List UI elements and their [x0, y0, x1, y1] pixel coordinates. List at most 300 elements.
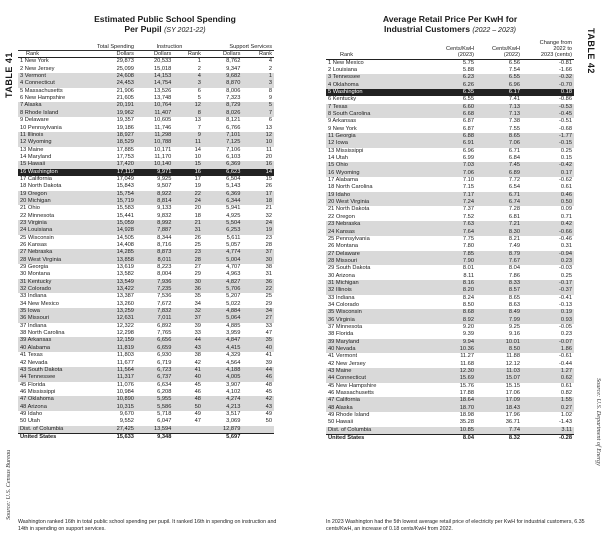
row-label-cell: 18 North Dakota — [20, 183, 62, 190]
table-row — [18, 125, 274, 132]
row-value-cell: 23 — [265, 234, 272, 241]
table-41-group-header-row — [18, 44, 274, 51]
table-42-title-line1: Average Retail Price Per KwH for — [382, 14, 518, 24]
row-value-cell: 6.23 — [424, 74, 476, 81]
instruction-header: Instruction — [136, 44, 203, 51]
row-value-cell: 8.16 — [424, 280, 476, 287]
row-value-cell: 13,422 — [95, 286, 136, 293]
row-value-cell: 15,719 — [95, 198, 136, 205]
table-row — [18, 330, 274, 337]
row-value-cell: 0.82 — [560, 390, 572, 397]
row-value-cell: 10 — [242, 139, 274, 146]
table-row — [18, 73, 274, 80]
row-value-cell: 6,253 — [203, 227, 242, 234]
row-value-cell: 14 — [242, 169, 274, 176]
row-label-cell: 29 South Dakota — [328, 265, 371, 272]
row-value-cell: 17.96 — [505, 412, 520, 419]
row-value-cell: 0.23 — [522, 258, 574, 265]
row-value-cell: 11,076 — [116, 381, 134, 388]
table-row — [18, 352, 274, 359]
row-label-cell: 15 Hawaii — [18, 161, 95, 168]
row-value-cell: 6.87 — [462, 118, 474, 125]
table-row — [18, 66, 274, 73]
row-value-cell: -0.45 — [522, 111, 574, 118]
row-value-cell: 11.03 — [476, 368, 522, 375]
row-value-cell: 7.24 — [424, 199, 476, 206]
row-value-cell: 7.86 — [508, 272, 520, 279]
row-value-cell: 9,925 — [157, 175, 172, 182]
row-value-cell: 20,191 — [95, 102, 136, 109]
table-row — [18, 396, 274, 403]
row-label-cell: 27 Delaware — [326, 251, 424, 258]
row-value-cell: 6.96 — [476, 82, 522, 89]
row-label-cell: 19 Oregon — [18, 191, 95, 198]
row-label-cell: 19 Idaho — [326, 192, 424, 199]
row-value-cell: 0.46 — [522, 192, 574, 199]
row-value-cell: 6,723 — [136, 367, 173, 374]
row-label-cell: 14 Maryland — [20, 153, 52, 160]
row-value-cell: 10,140 — [136, 161, 173, 168]
col-header-2023-line1: Cents/KwH — [446, 46, 474, 53]
table-row — [326, 375, 574, 382]
row-label-cell: 50 Hawaii — [328, 419, 353, 426]
table-row — [18, 411, 274, 418]
row-value-cell: 8.30 — [476, 229, 522, 236]
row-value-cell: 5 — [242, 102, 274, 109]
row-value-cell: 15,754 — [95, 191, 136, 198]
row-label-cell: 3 Tennessee — [326, 74, 424, 81]
table-row — [326, 287, 574, 294]
row-value-cell: 8,011 — [136, 257, 173, 264]
table-row — [326, 111, 574, 118]
row-label-cell: 8 South Carolina — [326, 111, 424, 118]
row-value-cell: 6,208 — [157, 388, 172, 395]
row-value-cell: 6,659 — [136, 345, 173, 352]
row-value-cell: 11.68 — [460, 360, 474, 367]
row-value-cell: 15,059 — [95, 220, 136, 227]
table-row — [18, 205, 274, 212]
row-value-cell: 4,707 — [226, 264, 241, 271]
row-value-cell: 9.20 — [462, 323, 474, 330]
row-label-cell: 44 Connecticut — [326, 375, 424, 382]
row-value-cell: 7.85 — [424, 251, 476, 258]
row-value-cell: 31 — [173, 227, 203, 234]
row-value-cell: 7,765 — [157, 330, 172, 337]
row-value-cell: 7.13 — [476, 111, 522, 118]
table-row — [18, 264, 274, 271]
row-label-cell: 34 New Mexico — [20, 300, 59, 307]
row-label-cell: 36 Virginia — [326, 317, 424, 324]
table-row — [326, 353, 574, 360]
row-value-cell: 7,106 — [226, 146, 241, 153]
row-value-cell: 11,564 — [95, 367, 136, 374]
col-header-support-rank: Rank — [242, 51, 274, 58]
row-value-cell: 6,369 — [203, 191, 242, 198]
table-row — [326, 221, 574, 228]
row-label-cell: 50 Utah — [20, 418, 40, 425]
row-value-cell: 30 — [173, 279, 203, 286]
row-value-cell: -0.46 — [559, 235, 572, 242]
row-label-cell: 46 Mississippi — [20, 388, 56, 395]
row-label-cell: 41 Vermont — [328, 353, 358, 360]
row-value-cell: 22 — [173, 191, 203, 198]
table-row — [326, 89, 574, 96]
row-value-cell: 15.76 — [459, 382, 474, 389]
table-row — [326, 133, 574, 140]
row-label-cell: 6 New Hampshire — [20, 95, 66, 102]
table-row — [18, 102, 274, 109]
row-label-cell: 37 Minnesota — [328, 323, 363, 330]
row-value-cell: 12,631 — [95, 315, 136, 322]
row-value-cell: 7.49 — [508, 243, 520, 250]
row-value-cell: 13,387 — [116, 293, 134, 300]
row-value-cell: 24,453 — [95, 80, 136, 87]
row-value-cell: 18.43 — [476, 405, 522, 412]
table-row — [326, 346, 574, 353]
row-value-cell: 7 — [242, 110, 274, 117]
row-value-cell: 7.99 — [476, 317, 522, 324]
row-label-cell: 7 Texas — [326, 104, 424, 111]
row-value-cell: 10.85 — [424, 427, 476, 435]
row-value-cell: 7,235 — [136, 286, 173, 293]
table-row — [18, 301, 274, 308]
row-value-cell: 7.03 — [424, 162, 476, 169]
row-value-cell: -0.68 — [559, 125, 572, 132]
row-value-cell: 5 — [197, 95, 201, 102]
row-value-cell: 7.38 — [508, 118, 520, 125]
row-value-cell: 5,004 — [203, 257, 242, 264]
table-row — [326, 118, 574, 125]
row-value-cell: 10,171 — [153, 146, 172, 153]
table-row — [18, 389, 274, 396]
table-row — [18, 315, 274, 322]
row-value-cell: 5,586 — [136, 404, 173, 411]
row-value-cell: 6 — [268, 117, 272, 124]
row-value-cell: 49 — [194, 410, 201, 417]
row-value-cell: 14,408 — [116, 242, 134, 248]
row-label-cell: 22 Oregon — [328, 213, 355, 220]
table-42-note: In 2023 Washington had the 5th lowest average retail price of electricity per KwH for industrial customers, 6.35 cents/KwH, an increase of 0.18 cents/KwH from 2022. — [326, 519, 585, 532]
row-value-cell: 4,827 — [203, 279, 242, 286]
row-value-cell: 5,207 — [226, 293, 241, 300]
row-value-cell: 8,922 — [136, 191, 173, 198]
row-label-cell: 5 Washington — [326, 89, 424, 96]
row-label-cell: 30 Montana — [20, 271, 51, 278]
row-value-cell: 0.62 — [522, 375, 574, 382]
row-label-cell: 45 Florida — [20, 381, 46, 388]
row-value-cell: -0.44 — [559, 360, 572, 367]
row-value-cell: 5,022 — [226, 300, 241, 307]
row-value-cell: 7,323 — [226, 95, 241, 102]
row-value-cell: 6.17 — [476, 89, 522, 96]
row-value-cell: 8,006 — [226, 87, 241, 94]
row-label-cell: 21 North Dakota — [328, 206, 370, 213]
row-value-cell: 8,223 — [157, 264, 172, 271]
row-value-cell: 16 — [242, 161, 274, 168]
row-value-cell: 10.36 — [424, 346, 476, 353]
row-label-cell: 38 North Carolina — [20, 330, 65, 337]
total-value-cell — [173, 433, 203, 441]
table-row — [18, 360, 274, 367]
row-value-cell: -0.13 — [559, 301, 572, 308]
table-row — [326, 368, 574, 375]
row-label-cell: 31 Kentucky — [18, 279, 95, 286]
table-row — [326, 214, 574, 221]
table-42-title-line2-wrap — [320, 24, 580, 36]
row-value-cell: -0.51 — [559, 118, 572, 125]
total-label-cell: United States — [326, 435, 424, 443]
row-value-cell: 20 — [265, 153, 272, 160]
row-label-cell: 43 South Dakota — [18, 367, 95, 374]
table-41-title-sub: (SY 2021-22) — [164, 27, 206, 34]
row-value-cell: 0.09 — [560, 206, 572, 213]
row-value-cell: 25,099 — [116, 65, 134, 72]
table-41-title — [40, 14, 290, 36]
row-value-cell: 14,928 — [95, 227, 136, 234]
row-label-cell: 48 Alaska — [326, 405, 424, 412]
row-value-cell: 14,153 — [136, 73, 173, 80]
row-value-cell: 7.41 — [508, 96, 520, 103]
table-42 — [326, 40, 574, 442]
row-label-cell: 26 Montana — [328, 243, 359, 250]
row-value-cell: 8.04 — [508, 265, 520, 272]
table-row — [326, 383, 574, 390]
col-header-instruction-dollars: Dollars — [136, 51, 173, 58]
row-value-cell: 19,186 — [116, 124, 134, 131]
row-value-cell: 8,729 — [203, 102, 242, 109]
row-value-cell: 1 — [197, 58, 201, 65]
table-row — [18, 176, 274, 183]
row-value-cell: 18.64 — [424, 397, 476, 404]
row-label-cell: 22 Minnesota — [20, 212, 55, 219]
row-value-cell: 7.54 — [508, 66, 520, 73]
row-value-cell: -0.32 — [522, 74, 574, 81]
col-header-change-line1: Change from — [539, 40, 572, 46]
row-value-cell: 12.30 — [424, 368, 476, 375]
table-row — [326, 302, 574, 309]
row-value-cell: 4,102 — [226, 388, 241, 395]
row-label-cell: 5 Massachusetts — [20, 87, 63, 94]
row-value-cell: 9,832 — [157, 212, 172, 219]
row-label-cell: 42 Nevada — [20, 359, 48, 366]
row-label-cell: 18 North Carolina — [328, 184, 373, 191]
row-value-cell: 14,285 — [95, 249, 136, 256]
table-row — [326, 177, 574, 184]
row-label-cell: 34 Colorado — [328, 301, 359, 308]
row-label-cell: 33 Indiana — [20, 293, 47, 300]
row-label-cell: 13 Maine — [20, 146, 44, 153]
row-value-cell: 9,552 — [119, 418, 134, 425]
row-value-cell: 11,407 — [136, 110, 173, 117]
row-label-cell: 26 Kansas — [20, 242, 47, 248]
row-value-cell: 34 — [194, 300, 201, 307]
row-value-cell: 0.18 — [522, 89, 574, 96]
table-41-tab-label: TABLE 41 — [4, 52, 14, 98]
table-42-tab-label: TABLE 42 — [586, 28, 596, 74]
row-value-cell: 11,170 — [154, 153, 172, 160]
row-value-cell: 6,504 — [226, 175, 241, 182]
table-row — [18, 426, 274, 434]
table-row — [18, 147, 274, 154]
row-value-cell: 8.11 — [463, 272, 474, 279]
row-value-cell: -0.17 — [522, 280, 574, 287]
row-value-cell: 8 — [268, 87, 272, 94]
col-header-rank: Rank — [326, 40, 424, 59]
row-value-cell: 47 — [194, 418, 201, 425]
row-value-cell: 26 — [194, 234, 201, 241]
row-value-cell: 6,930 — [157, 352, 172, 359]
row-value-cell: 8.57 — [476, 287, 522, 294]
row-value-cell: 0.50 — [522, 199, 574, 206]
row-value-cell: 35 — [242, 337, 274, 344]
support-services-header: Support Services — [203, 44, 274, 51]
row-value-cell: 47 — [265, 330, 272, 337]
row-value-cell: 14,505 — [116, 234, 134, 241]
row-value-cell: -0.61 — [559, 353, 572, 360]
table-row — [18, 110, 274, 117]
row-value-cell: 10.01 — [476, 339, 522, 346]
row-value-cell: -0.37 — [522, 287, 574, 294]
row-value-cell: 15 — [173, 161, 203, 168]
row-value-cell: 7.67 — [476, 258, 522, 265]
row-value-cell: -0.15 — [522, 140, 574, 147]
row-value-cell: 15.69 — [424, 375, 476, 382]
row-value-cell: 41 — [265, 352, 272, 359]
table-row — [18, 161, 274, 168]
row-value-cell: 6.89 — [476, 170, 522, 177]
row-value-cell: 6,656 — [136, 337, 173, 344]
row-value-cell: 7.75 — [462, 235, 474, 242]
row-label-cell: 49 Rhode Island — [328, 412, 370, 419]
table-41-note: Washington ranked 16th in total public school spending per pupil. It ranked 16th in spending on instruction and 14th in spending on support services. — [18, 519, 277, 532]
row-value-cell: 42 — [242, 396, 274, 403]
row-value-cell: 29,873 — [116, 58, 134, 65]
table-row — [326, 140, 574, 147]
table-row — [326, 258, 574, 265]
row-value-cell: 25 — [265, 293, 272, 300]
row-label-cell: 8 Rhode Island — [18, 110, 95, 117]
row-value-cell: 11,803 — [116, 352, 134, 359]
row-label-cell: 33 Indiana — [328, 294, 355, 301]
row-value-cell: 10,890 — [95, 396, 136, 403]
table-row — [18, 227, 274, 234]
table-41-title-line1: Estimated Public School Spending — [94, 14, 236, 24]
row-value-cell: 3,959 — [226, 330, 241, 337]
row-value-cell: 6,892 — [157, 322, 172, 329]
table-row — [18, 154, 274, 161]
row-value-cell: 14 — [194, 146, 201, 153]
row-value-cell: 27 — [194, 264, 201, 271]
row-label-cell: 28 Missouri — [326, 258, 424, 265]
row-label-cell: 14 Utah — [328, 155, 348, 162]
row-value-cell: 11 — [173, 139, 203, 146]
row-value-cell: 6.55 — [476, 74, 522, 81]
row-value-cell: 6.56 — [508, 59, 520, 66]
row-value-cell: 15,018 — [153, 65, 172, 72]
row-value-cell: 28 — [173, 257, 203, 264]
row-value-cell: 4 — [268, 58, 272, 65]
row-label-cell: 17 California — [20, 175, 52, 182]
table-row — [18, 88, 274, 95]
row-value-cell: 17 — [194, 175, 201, 182]
table-row — [326, 265, 574, 272]
row-value-cell: -0.81 — [559, 59, 572, 66]
row-value-cell: 8.20 — [424, 287, 476, 294]
row-value-cell: 6.88 — [424, 133, 476, 140]
table-row — [326, 273, 574, 280]
row-value-cell: 3,907 — [226, 381, 241, 388]
row-label-cell: 31 Michigan — [326, 280, 424, 287]
table-row — [18, 213, 274, 220]
row-value-cell: 12,322 — [116, 322, 134, 329]
row-value-cell: 8.01 — [462, 265, 474, 272]
row-label-cell: Dist. of Columbia — [18, 426, 95, 434]
row-value-cell: 17.09 — [476, 397, 522, 404]
row-value-cell: 12,159 — [95, 337, 136, 344]
row-value-cell: 14,754 — [136, 80, 173, 87]
table-row — [18, 257, 274, 264]
col-header-2022-line2: (2022) — [503, 52, 520, 59]
table-41-title-line2-wrap — [40, 24, 290, 36]
total-value-cell — [242, 433, 274, 441]
row-label-cell: 20 Michigan — [18, 198, 95, 205]
row-label-cell: 13 Mississippi — [328, 147, 364, 154]
table-41-body — [18, 58, 274, 441]
row-value-cell: 9.39 — [462, 331, 474, 338]
col-header-change-line2: 2022 to — [553, 46, 572, 53]
row-value-cell: 4,963 — [226, 271, 241, 278]
table-42-title-line2: Industrial Customers — [384, 24, 470, 34]
row-value-cell: 35.28 — [459, 419, 474, 426]
total-value-cell: 8.04 — [424, 435, 476, 443]
row-value-cell: 3 — [242, 80, 274, 87]
row-value-cell: 8,873 — [136, 249, 173, 256]
row-label-cell: 9 Delaware — [20, 117, 49, 124]
total-spending-header: Total Spending — [96, 44, 134, 50]
row-value-cell: 45 — [265, 388, 272, 395]
row-value-cell: 38 — [194, 352, 201, 359]
row-value-cell: 43 — [173, 345, 203, 352]
row-value-cell: 9,971 — [136, 169, 173, 176]
row-value-cell: 5,611 — [226, 234, 241, 241]
row-value-cell: 46 — [194, 388, 201, 395]
table-row — [326, 361, 574, 368]
row-value-cell: 29 — [265, 300, 272, 307]
row-value-cell: 0.61 — [560, 184, 572, 191]
row-value-cell: 7,101 — [203, 132, 242, 139]
row-value-cell: 11.88 — [506, 353, 520, 360]
row-value-cell: 0.17 — [522, 170, 574, 177]
row-value-cell: 46 — [242, 374, 274, 381]
col-header-2023-line2: (2023) — [457, 52, 474, 59]
row-value-cell: 13,582 — [116, 271, 134, 278]
row-value-cell: 7.72 — [508, 177, 520, 184]
row-value-cell: 37 — [242, 249, 274, 256]
table-row — [326, 148, 574, 155]
table-row — [326, 162, 574, 169]
row-value-cell: 48 — [173, 396, 203, 403]
row-label-cell: 25 Wisconsin — [20, 234, 54, 241]
row-value-cell: 43 — [242, 404, 274, 411]
row-label-cell: 2 New Jersey — [20, 65, 55, 72]
row-value-cell: 4,885 — [226, 322, 241, 329]
row-label-cell: Dist. of Columbia — [326, 427, 424, 435]
row-value-cell: 6.71 — [476, 192, 522, 199]
row-value-cell: 50 — [173, 404, 203, 411]
row-value-cell: 7,887 — [136, 227, 173, 234]
row-value-cell: 0.61 — [560, 382, 572, 389]
col-header-2022 — [476, 40, 522, 59]
